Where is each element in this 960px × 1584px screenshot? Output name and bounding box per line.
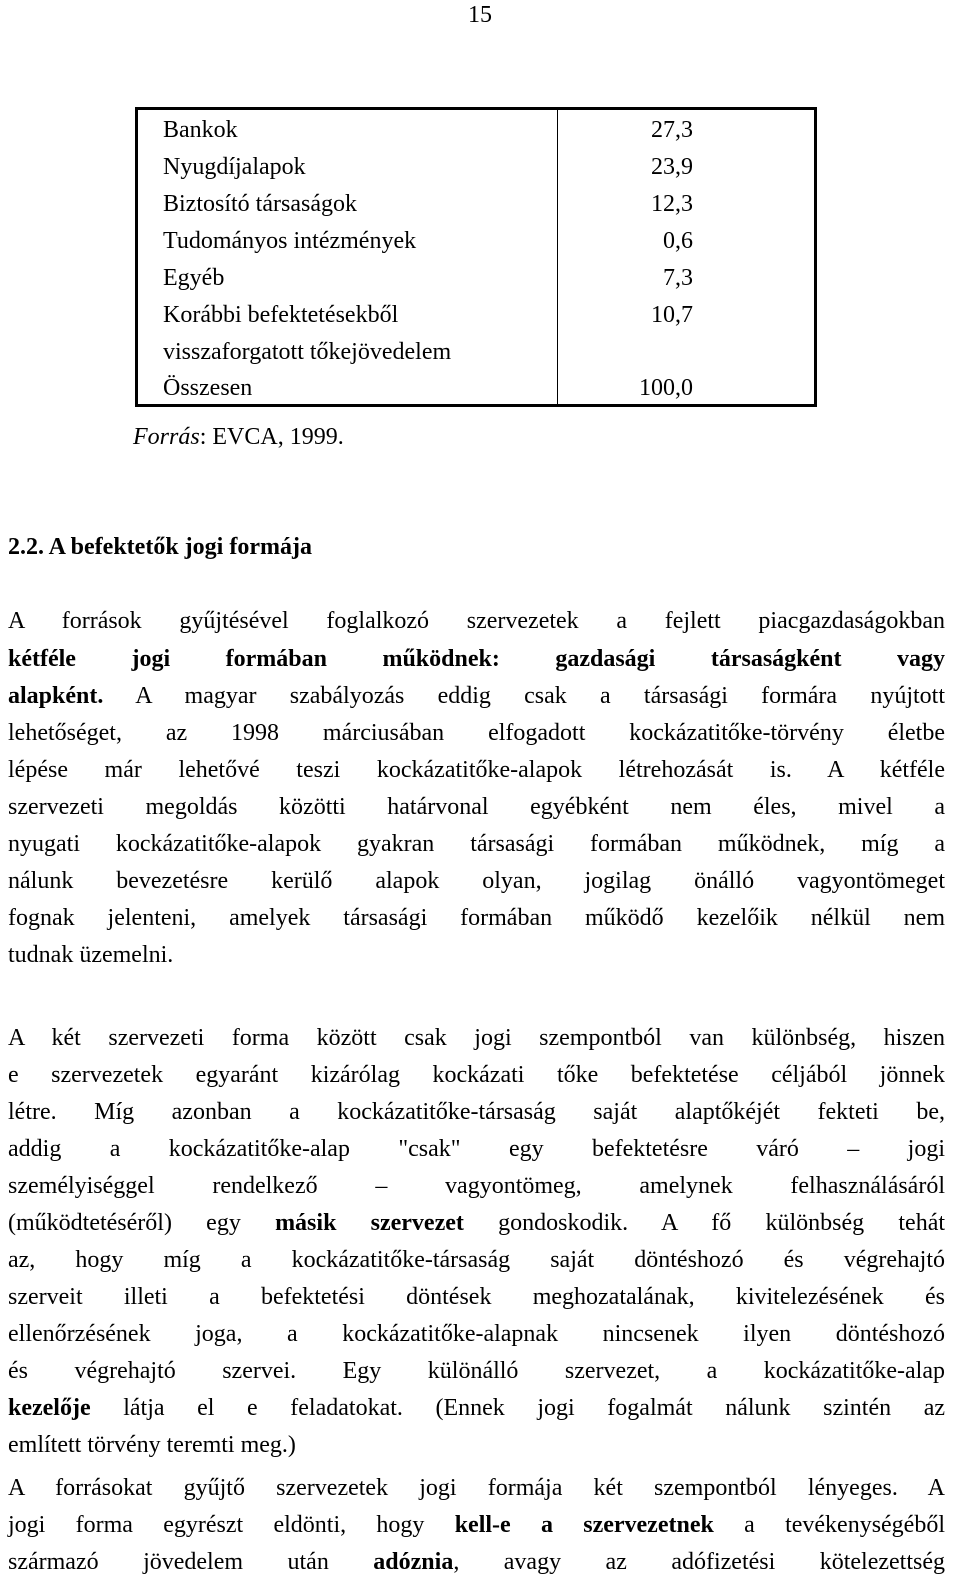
paragraph-line: származó jövedelem után adóznia, avagy az adófizetési kötelezettség — [8, 1549, 946, 1575]
table-row-label: Bankok — [163, 117, 238, 143]
source-text: : EVCA, 1999. — [199, 424, 344, 450]
paragraph-line: tudnak üzemelni. — [8, 942, 174, 968]
table-row — [163, 117, 693, 154]
table-row-value: 27,3 — [651, 117, 693, 143]
paragraph-line: e szervezetek egyaránt kizárólag kockázati tőke befektetése céljából jönnek — [8, 1062, 945, 1088]
paragraph-line: fognak jelenteni, amelyek társasági formában működő kezelőik nélkül nem — [8, 905, 945, 931]
table-row-total — [163, 375, 693, 412]
table-row-value: 0,6 — [663, 228, 693, 254]
paragraph-line: az, hogy míg a kockázatitőke-társaság saját döntéshozó és végrehajtó — [8, 1247, 945, 1273]
paragraph-line: nálunk bevezetésre kerülő alapok olyan, jogilag önálló vagyontömeget — [8, 868, 945, 894]
paragraph-line: kétféle jogi formában működnek: gazdasági társaságként vagy — [8, 646, 945, 672]
paragraph-line: (működtetéséről) egy másik szervezet gondoskodik. A fő különbség tehát — [8, 1210, 946, 1236]
table-row-value: 23,9 — [651, 154, 693, 180]
paragraph-line: nyugati kockázatitőke-alapok gyakran társasági formában működnek, míg a — [8, 831, 945, 857]
paragraph-line: kezelője látja el e feladatokat. (Ennek jogi fogalmát nálunk szintén az — [8, 1395, 945, 1421]
investor-share-table — [135, 107, 817, 407]
bold-term: kezelője — [8, 1395, 91, 1421]
table-row-label-continued: visszaforgatott tőkejövedelem — [163, 339, 452, 365]
bold-term: alapként. — [8, 683, 104, 709]
paragraph-line: szervezeti megoldás közötti határvonal egyébként nem éles, mivel a — [8, 794, 945, 820]
table-row — [163, 191, 693, 228]
paragraph-line: addig a kockázatitőke-alap "csak" egy befektetésre váró – jogi — [8, 1136, 945, 1162]
source-note — [133, 424, 344, 451]
table-row-value: 12,3 — [651, 191, 693, 217]
paragraph-line: jogi forma egyrészt eldönti, hogy kell-e a szervezetnek a tevékenységéből — [8, 1512, 946, 1538]
bold-term: adóznia — [373, 1549, 454, 1575]
page-number: 15 — [468, 2, 492, 28]
table-row-label: Biztosító társaságok — [163, 191, 357, 217]
table-row-value: 10,7 — [651, 302, 693, 328]
table-row-label: Nyugdíjalapok — [163, 154, 306, 180]
table-row-value: 100,0 — [639, 375, 693, 401]
paragraph-line: személyiséggel rendelkező – vagyontömeg, amelynek felhasználásáról — [8, 1173, 945, 1199]
paragraph-line: és végrehajtó szervei. Egy különálló szervezet, a kockázatitőke-alap — [8, 1358, 945, 1384]
paragraph-line: alapként. A magyar szabályozás eddig csak a társasági formára nyújtott — [8, 683, 945, 709]
paragraph-line: lehetőséget, az 1998 márciusában elfogadott kockázatitőke-törvény életbe — [8, 720, 945, 746]
table-row — [163, 228, 693, 265]
table-row — [163, 154, 693, 191]
source-label: Forrás — [133, 424, 200, 450]
paragraph-line: említett törvény teremti meg.) — [8, 1432, 296, 1458]
paragraph-line: létre. Míg azonban a kockázatitőke-társaság saját alaptőkéjét fekteti be, — [8, 1099, 945, 1125]
section-title: 2.2. A befektetők jogi formája — [8, 534, 312, 560]
bold-term: kell-e a szervezetnek — [454, 1512, 714, 1538]
table-row-label: Egyéb — [163, 265, 225, 291]
table-row-label: Korábbi befektetésekből — [163, 302, 399, 328]
paragraph-line: ellenőrzésének joga, a kockázatitőke-alapnak nincsenek ilyen döntéshozó — [8, 1321, 945, 1347]
paragraph-line: lépése már lehetővé teszi kockázatitőke-alapok létrehozását is. A kétféle — [8, 757, 945, 783]
table-row-label: Tudományos intézmények — [163, 228, 417, 254]
table-row — [163, 265, 693, 302]
paragraph-line: A forrásokat gyűjtő szervezetek jogi formája két szempontból lényeges. A — [8, 1475, 945, 1501]
table-row — [163, 302, 693, 365]
paragraph-line: szerveit illeti a befektetési döntések meghozatalának, kivitelezésének és — [8, 1284, 945, 1310]
paragraph-line: A két szervezeti forma között csak jogi szempontból van különbség, hiszen — [8, 1025, 945, 1051]
paragraph-line: A források gyűjtésével foglalkozó szervezetek a fejlett piacgazdaságokban — [8, 608, 945, 634]
table-row-value: 7,3 — [663, 265, 693, 291]
bold-term: másik szervezet — [275, 1210, 464, 1236]
table-row-label: Összesen — [163, 375, 253, 401]
